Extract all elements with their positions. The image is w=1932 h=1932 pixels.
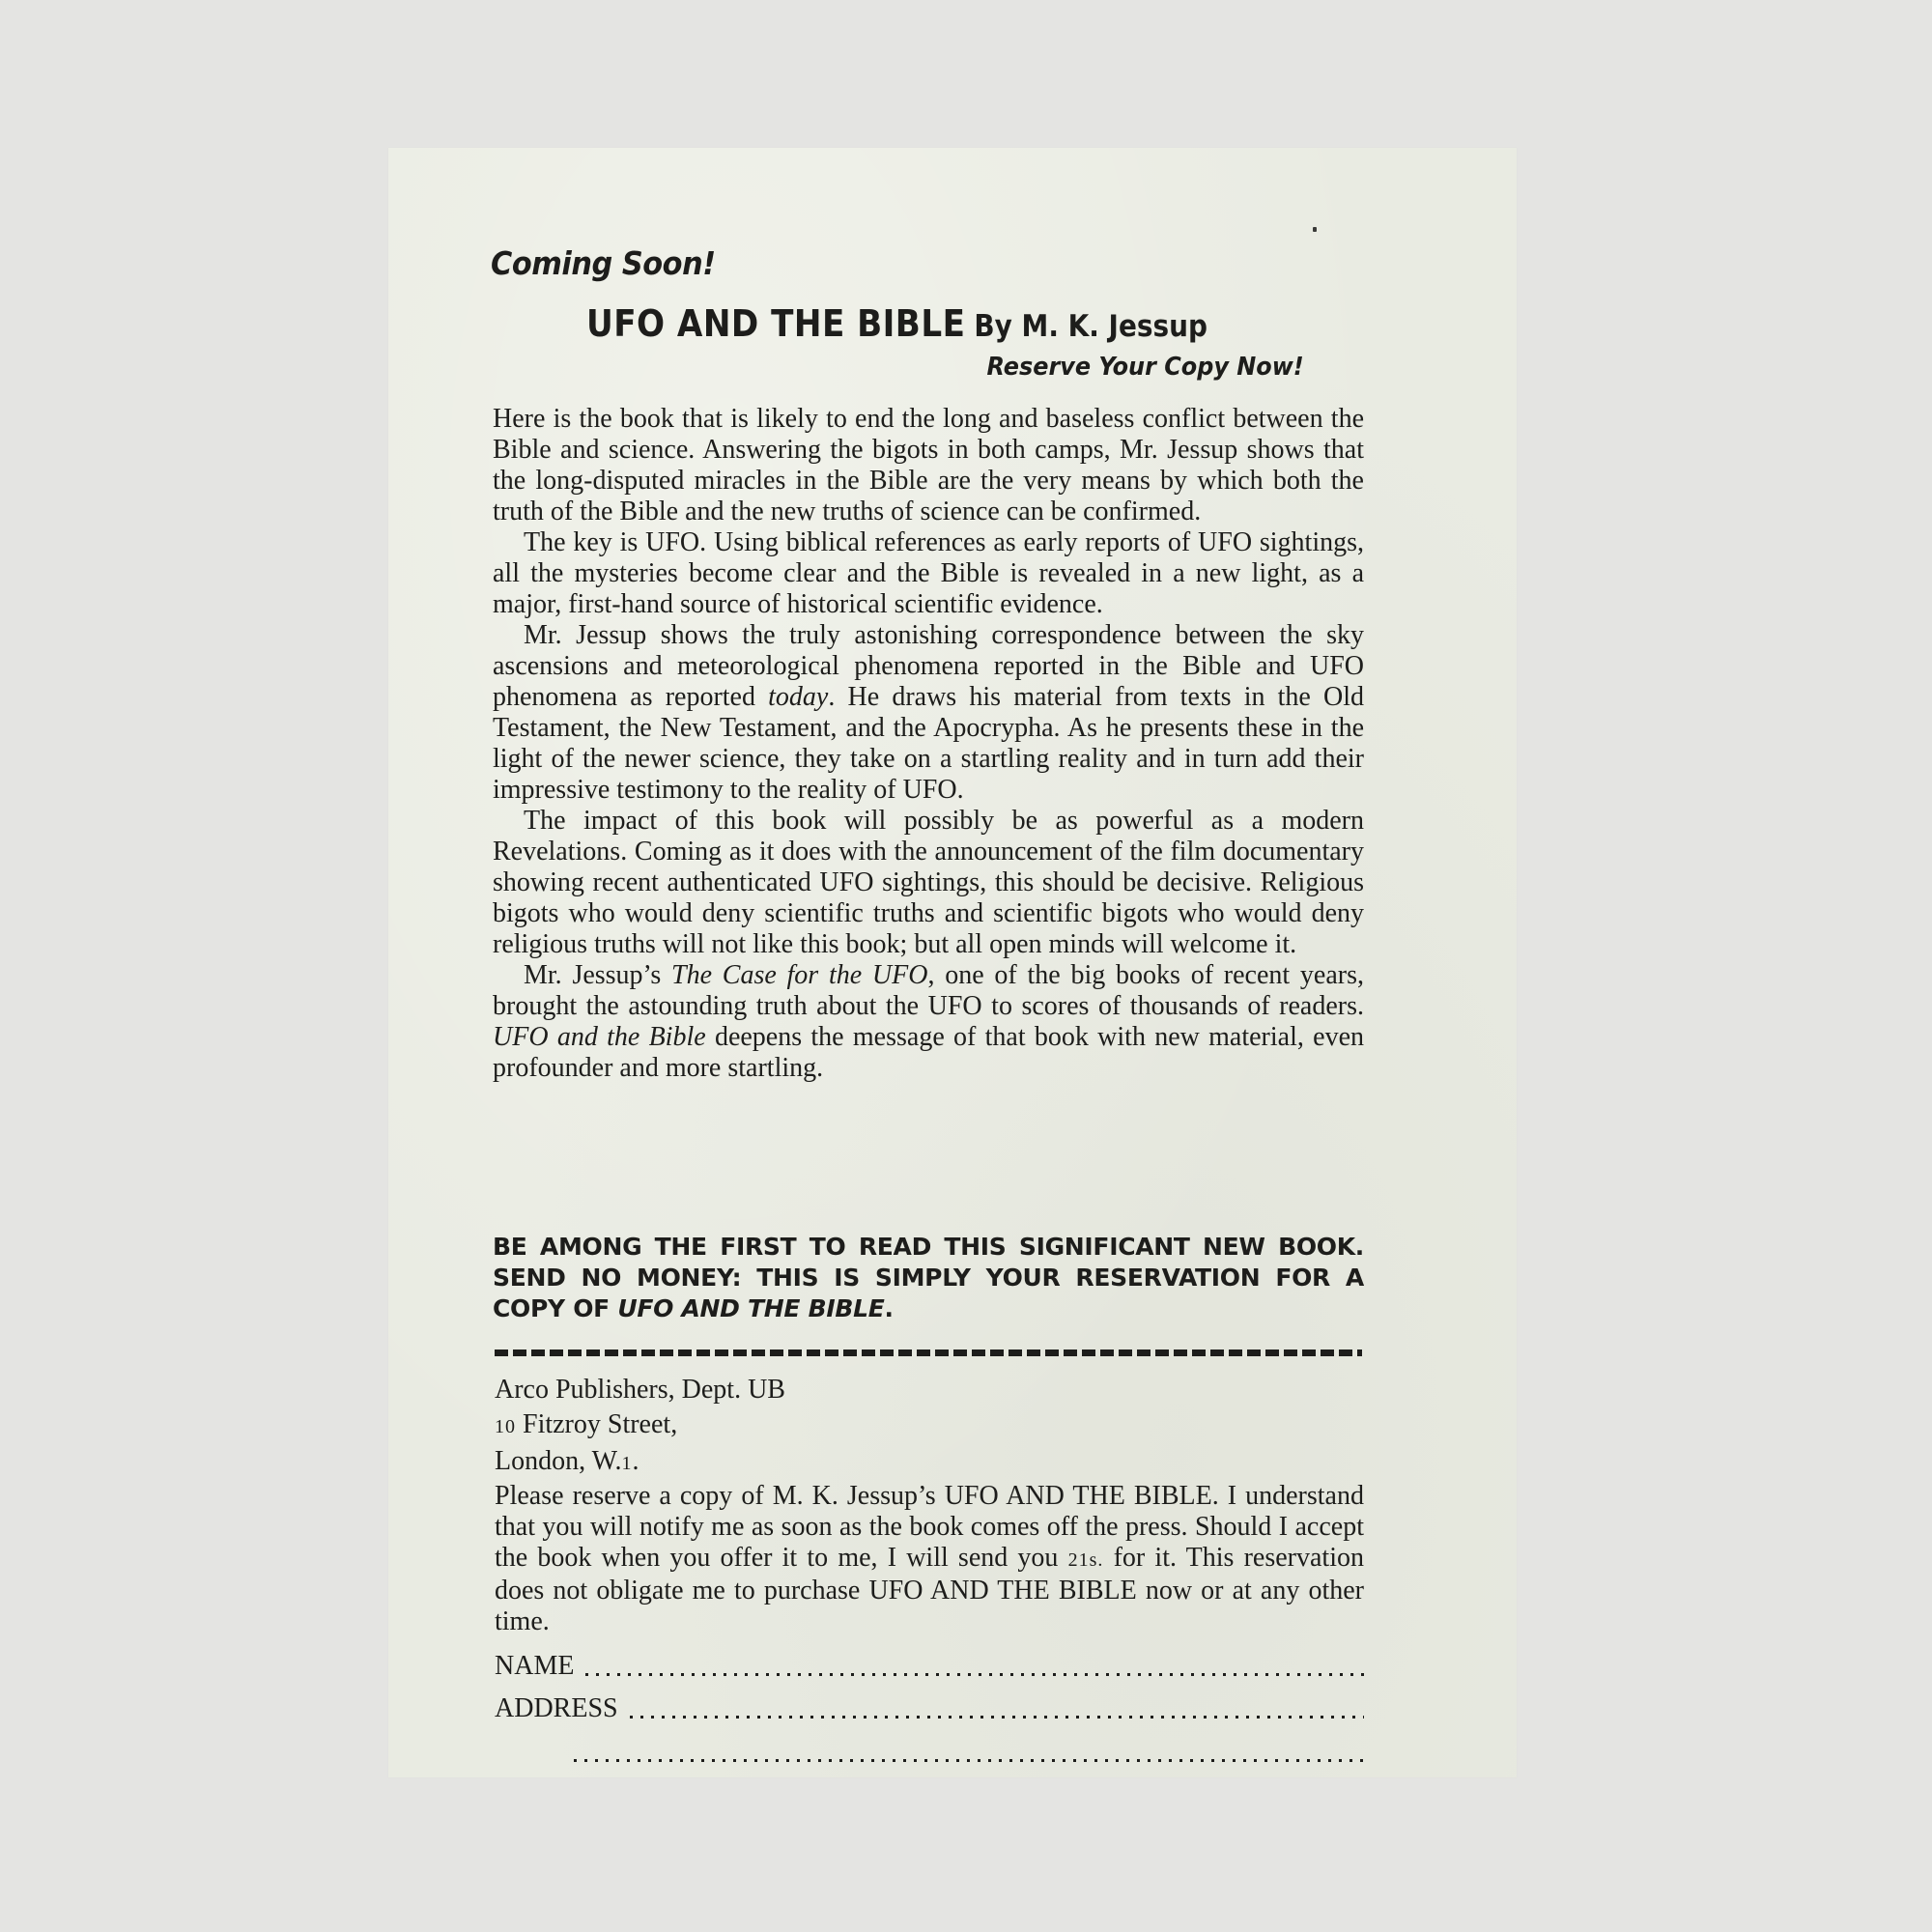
- cta-end: .: [884, 1294, 894, 1322]
- reserve-subheading: Reserve Your Copy Now!: [986, 353, 1304, 382]
- reservation-statement: [495, 1481, 1364, 1637]
- name-label: NAME: [495, 1651, 575, 1681]
- book-title-case-for-ufo: The Case for the UFO: [671, 960, 928, 990]
- cut-line-divider: [495, 1350, 1362, 1356]
- address-field-continuation[interactable]: [495, 1735, 1364, 1768]
- text-run: . He draws his material from texts in the Old Testament, the New Testament, and the Apocrypha. As he presents these in the light of the newer science, they take on a startling reality and in turn add their impressive testimony to the reality of UFO.: [493, 682, 1365, 805]
- text-run: .: [632, 1446, 639, 1476]
- publisher-address: [495, 1373, 785, 1481]
- paragraph-key: The key is UFO. Using biblical references as early reports of UFO sightings, all the mysteries become clear and the Bible is revealed in a new light, as a major, first-hand source of historical scientific evidence.: [493, 527, 1364, 619]
- text-run: Please reserve a copy of M. K. Jessup’s UFO AND THE BIBLE. I understand that you will notify me as soon as the book comes off the press. Should I accept the book when you offer it to me, I will send you: [495, 1481, 1364, 1573]
- address-dotted-line-2[interactable]: [574, 1759, 1364, 1762]
- reservation-flyer: [388, 148, 1517, 1777]
- kicker-heading: Coming Soon!: [491, 244, 716, 282]
- book-title: UFO AND THE BIBLE: [586, 302, 966, 345]
- price: 21s.: [1067, 1549, 1104, 1571]
- paragraph-previous-book: [493, 960, 1364, 1084]
- text-run: Mr. Jessup shows the truly astonishing correspondence between the sky ascensions and meteorological phenomena reported in the Bible and UFO phenomena as reported: [493, 620, 1364, 712]
- paragraph-intro: Here is the book that is likely to end the long and baseless conflict between the Bible and science. Answering the bigots in both camps, Mr. Jessup shows that the long-disputed miracles in the Bible are the very means by which both the truth of the Bible and the new truths of science can be confirmed.: [493, 404, 1364, 526]
- name-field[interactable]: [495, 1649, 1364, 1682]
- cta-text: BE AMONG THE FIRST TO READ THIS SIGNIFICANT NEW BOOK. SEND NO MONEY: THIS IS SIMPLY YOUR RESERVATION FOR A COPY OF: [493, 1233, 1364, 1322]
- street-name: Fitzroy Street,: [516, 1409, 678, 1439]
- address-line-2: [495, 1407, 785, 1444]
- author-byline: By M. K. Jessup: [974, 309, 1208, 344]
- address-label: ADDRESS: [495, 1693, 618, 1723]
- ink-speck: [1313, 227, 1317, 232]
- cta-book-title: UFO AND THE BIBLE: [617, 1294, 885, 1322]
- book-title-ufo-bible: UFO and the Bible: [493, 1022, 706, 1052]
- description-body: [493, 404, 1364, 1084]
- text-run: for it. This reservation does not obligate me to purchase UFO AND THE BIBLE now or at any other time.: [495, 1543, 1364, 1636]
- street-number: 10: [495, 1416, 516, 1437]
- address-field[interactable]: [495, 1691, 1364, 1724]
- text-run: Mr. Jessup’s: [524, 960, 671, 990]
- city: London, W.: [495, 1446, 622, 1476]
- text-run: deepens the message of that book with new material, even profounder and more startling.: [493, 1022, 1364, 1083]
- emphasis-today: today: [768, 682, 829, 712]
- address-line-1: Arco Publishers, Dept. UB: [495, 1375, 785, 1405]
- text-run: , one of the big books of recent years, brought the astounding truth about the UFO to scores of thousands of readers.: [493, 960, 1365, 1021]
- call-to-action: [493, 1232, 1364, 1324]
- address-dotted-line[interactable]: [630, 1716, 1364, 1719]
- title-line: [586, 302, 1208, 345]
- postal-district: 1: [621, 1453, 633, 1474]
- name-dotted-line[interactable]: [585, 1673, 1364, 1676]
- paragraph-impact: The impact of this book will possibly be as powerful as a modern Revelations. Coming as it does with the announcement of the film documentary showing recent authenticated UFO sightings, this should be decisive. Religious bigots who would deny scientific truths and scientific bigots who would deny religious truths will not like this book; but all open minds will welcome it.: [493, 806, 1364, 959]
- paragraph-correspondence: [493, 620, 1364, 806]
- address-line-3: [495, 1444, 785, 1481]
